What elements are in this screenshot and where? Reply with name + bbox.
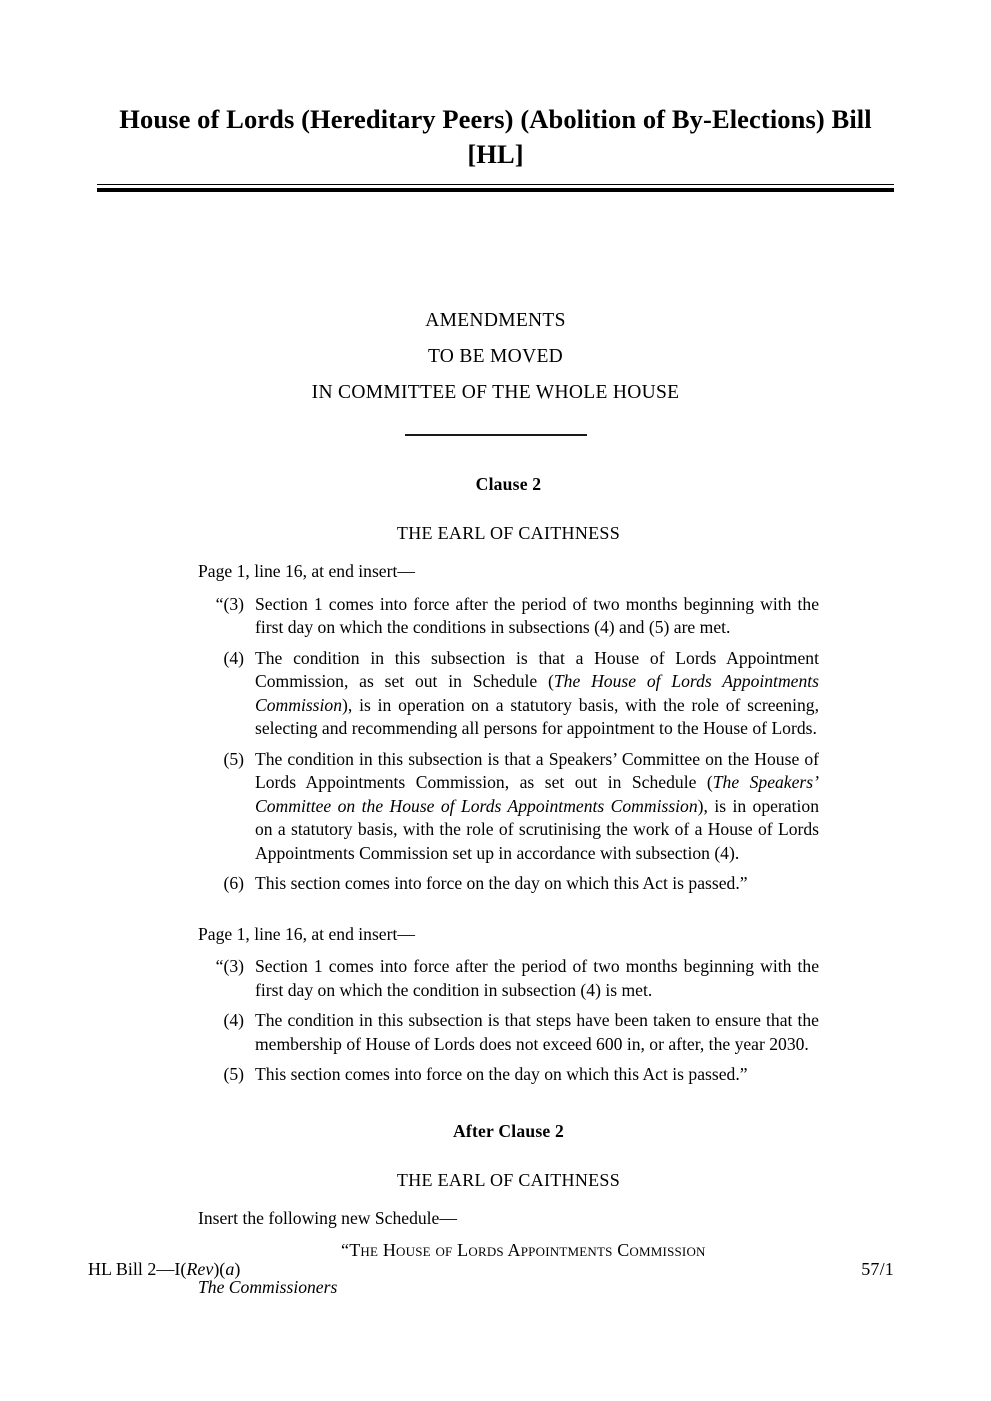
page-footer [88, 1259, 894, 1280]
amendment-block-gap [198, 896, 819, 923]
amendment-item [198, 593, 819, 640]
amendment-item [198, 872, 819, 895]
amendment-item-number: “(3) [215, 956, 244, 977]
amendments-line-1: AMENDMENTS [425, 310, 566, 331]
amendment-item [198, 748, 819, 865]
schedule-title-italic: The Speakers’ Committee on the House of Lords Appointments Commission [255, 772, 819, 816]
text-segment: The condition in this subsection is that a House of Lords Appointment Commission, as set out in Schedule ( [255, 647, 819, 692]
amendment-item [198, 955, 819, 1002]
instruction-new-schedule: Insert the following new Schedule— [198, 1207, 457, 1228]
page-title: House of Lords (Hereditary Peers) (Abolition of By-Elections) Bill [HL] [119, 104, 872, 170]
amendment-item-number: (4) [223, 647, 244, 668]
member-name-after-clause-2: THE EARL OF CAITHNESS [396, 1169, 621, 1190]
amendment-item-number: “(3) [215, 593, 244, 614]
title-divider-rules [97, 184, 894, 192]
new-schedule-title: “The House of Lords Appointments Commission [341, 1240, 706, 1261]
amendment-item [198, 1063, 819, 1086]
amendment-item-text: Section 1 comes into force after the period of two months beginning with the first day on which the condition in subsection (4) is met. [255, 956, 819, 1000]
amendment-item-number: (6) [223, 873, 244, 894]
amendment-item [198, 647, 819, 741]
bill-reference-mid: )( [213, 1259, 226, 1279]
text-segment: ), is in operation on a statutory basis, with the role of screening, selecting and recommending all persons for appointment to the House of Lords. [255, 694, 819, 739]
amendments-line-3: IN COMMITTEE OF THE WHOLE HOUSE [311, 382, 680, 403]
amendment-item-number: (5) [223, 748, 244, 769]
heading-divider [405, 434, 587, 436]
amendment-item-text: This section comes into force on the day on which this Act is passed.” [255, 1064, 748, 1085]
member-name-clause-2: THE EARL OF CAITHNESS [396, 523, 621, 543]
amendment-item-text [255, 647, 819, 741]
amendment-item-text: The condition in this subsection is that steps have been taken to ensure that the membership of House of Lords does not exceed 600 in, or after, the year 2030. [255, 1010, 819, 1054]
amendments-line-2: TO BE MOVED [427, 346, 564, 367]
bill-reference-rev: Rev [186, 1259, 214, 1279]
amendment-item-text: This section comes into force on the day on which this Act is passed.” [255, 873, 748, 894]
amendment-item-number: (5) [223, 1064, 244, 1085]
amendment-item-number: (4) [223, 1010, 244, 1031]
heading-divider-wrap [97, 434, 894, 436]
amendment-item [198, 1009, 819, 1056]
clause-heading-after-clause-2: After Clause 2 [453, 1120, 564, 1141]
schedule-title-italic: The House of Lords Appointments Commission [255, 671, 819, 715]
amendment-list-1 [198, 593, 819, 896]
text-segment: The condition in this subsection is that a Speakers’ Committee on the House of Lords Appointments Commission, as set out in Schedule ( [255, 748, 819, 793]
title-block [97, 102, 894, 192]
text-segment: ), is in operation on a statutory basis, with the role of scrutinising the work of a House of Lords Appointments Commission set up in accordance with subsection (4). [255, 795, 819, 863]
amendment-item-text [255, 748, 819, 865]
amendment-item-text: Section 1 comes into force after the period of two months beginning with the first day on which the conditions in subsections (4) and (5) are met. [255, 593, 819, 638]
bill-reference [88, 1259, 240, 1280]
bill-reference-prefix: HL Bill 2—I( [88, 1259, 187, 1279]
amendments-heading-block [97, 303, 894, 436]
clause-heading-clause-2: Clause 2 [475, 474, 542, 494]
bill-reference-suffix: ) [234, 1259, 241, 1279]
new-schedule-subheading: The Commissioners [198, 1276, 338, 1297]
instruction-amendment-2: Page 1, line 16, at end insert— [198, 923, 415, 944]
bill-reference-variant: a [225, 1259, 235, 1279]
amendments-content [198, 474, 819, 1298]
title-rule-thick [97, 188, 894, 192]
instruction-amendment-1: Page 1, line 16, at end insert— [198, 561, 415, 581]
amendment-list-2 [198, 955, 819, 1086]
page-number: 57/1 [861, 1259, 894, 1279]
